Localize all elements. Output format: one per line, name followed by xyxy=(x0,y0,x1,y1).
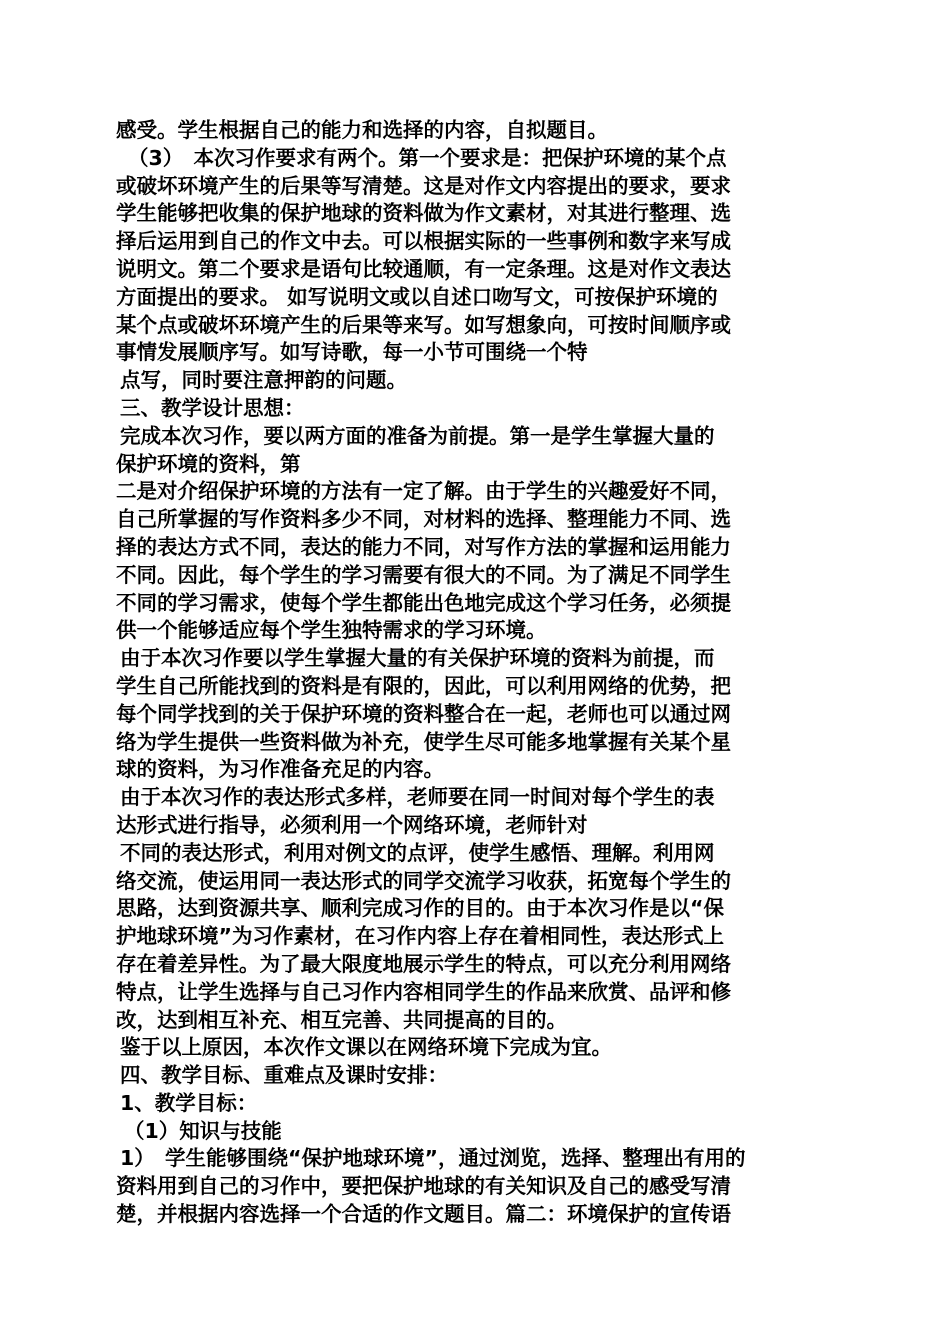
text-line: 不同。因此，每个学生的学习需要有很大的不同。为了满足不同学生 xyxy=(116,562,731,587)
text-line: 学生自己所能找到的资料是有限的，因此，可以利用网络的优势，把 xyxy=(116,673,731,698)
text-line: 三、教学设计思想： xyxy=(120,395,305,420)
text-line: 方面提出的要求。 如写说明文或以自述口吻写文，可按保护环境的 xyxy=(116,284,718,309)
text-line: 楚，并根据内容选择一个合适的作文题目。篇二：环境保护的宣传语 xyxy=(116,1202,731,1227)
text-line: 存在着差异性。为了最大限度地展示学生的特点，可以充分利用网络 xyxy=(116,951,731,976)
text-line: 说明文。第二个要求是语句比较通顺，有一定条理。这是对作文表达 xyxy=(116,256,731,281)
text-line: 络为学生提供一些资料做为补充，使学生尽可能多地掌握有关某个星 xyxy=(116,729,731,754)
text-line: 某个点或破坏环境产生的后果等来写。如写想象向，可按时间顺序或 xyxy=(116,312,731,337)
text-line: 供一个能够适应每个学生独特需求的学习环境。 xyxy=(116,618,547,643)
text-line: 护地球环境”为习作素材，在习作内容上存在着相同性，表达形式上 xyxy=(116,924,724,949)
text-line: （1）知识与技能 xyxy=(124,1118,282,1143)
text-line: 自己所掌握的写作资料多少不同，对材料的选择、整理能力不同、选 xyxy=(116,507,731,532)
text-line: 特点，让学生选择与自己习作内容相同学生的作品来欣赏、品评和修 xyxy=(116,979,731,1004)
text-line: 择的表达方式不同，表达的能力不同，对写作方法的掌握和运用能力 xyxy=(116,534,731,559)
text-line: 资料用到自己的习作中，要把保护地球的有关知识及自己的感受写清 xyxy=(116,1174,731,1199)
text-line: （3） 本次习作要求有两个。第一个要求是：把保护环境的某个点 xyxy=(128,145,727,170)
text-line: 不同的学习需求，使每个学生都能出色地完成这个学习任务，必须提 xyxy=(116,590,731,615)
text-line: 改，达到相互补充、相互完善、共同提高的目的。 xyxy=(116,1007,567,1032)
text-line: 学生能够把收集的保护地球的资料做为作文素材，对其进行整理、选 xyxy=(116,201,731,226)
text-line: 达形式进行指导，必须利用一个网络环境，老师针对 xyxy=(116,812,588,837)
text-line: 感受。学生根据自己的能力和选择的内容，自拟题目。 xyxy=(116,118,608,142)
text-line: 不同的表达形式，利用对例文的点评，使学生感悟、理解。利用网 xyxy=(120,840,715,865)
text-line: 球的资料，为习作准备充足的内容。 xyxy=(116,757,444,782)
text-line: 保护环境的资料，第 xyxy=(116,451,301,476)
text-line: 二是对介绍保护环境的方法有一定了解。由于学生的兴趣爱好不同， xyxy=(116,479,731,504)
text-line: 由于本次习作的表达形式多样，老师要在同一时间对每个学生的表 xyxy=(120,785,715,810)
text-line: 择后运用到自己的作文中去。可以根据实际的一些事例和数字来写成 xyxy=(116,229,731,254)
text-line: 思路，达到资源共享、顺利完成习作的目的。由于本次习作是以“保 xyxy=(116,896,724,921)
text-line: 1） 学生能够围绕“保护地球环境”，通过浏览，选择、整理出有用的 xyxy=(120,1146,746,1171)
text-line: 络交流，使运用同一表达形式的同学交流学习收获，拓宽每个学生的 xyxy=(116,868,731,893)
text-line: 事情发展顺序写。如写诗歌，每一小节可围绕一个特 xyxy=(116,340,588,365)
text-line: 四、教学目标、重难点及课时安排： xyxy=(120,1063,448,1088)
text-line: 鉴于以上原因，本次作文课以在网络环境下完成为宜。 xyxy=(120,1035,612,1060)
text-line: 完成本次习作，要以两方面的准备为前提。第一是学生掌握大量的 xyxy=(120,423,715,448)
text-line: 由于本次习作要以学生掌握大量的有关保护环境的资料为前提，而 xyxy=(120,646,715,671)
document-body xyxy=(116,117,840,1229)
text-line: 1、教学目标： xyxy=(120,1090,258,1115)
text-line: 每个同学找到的关于保护环境的资料整合在一起，老师也可以通过网 xyxy=(116,701,731,726)
text-line: 点写，同时要注意押韵的问题。 xyxy=(120,368,407,393)
text-line: 或破坏环境产生的后果等写清楚。这是对作文内容提出的要求，要求 xyxy=(116,173,731,198)
